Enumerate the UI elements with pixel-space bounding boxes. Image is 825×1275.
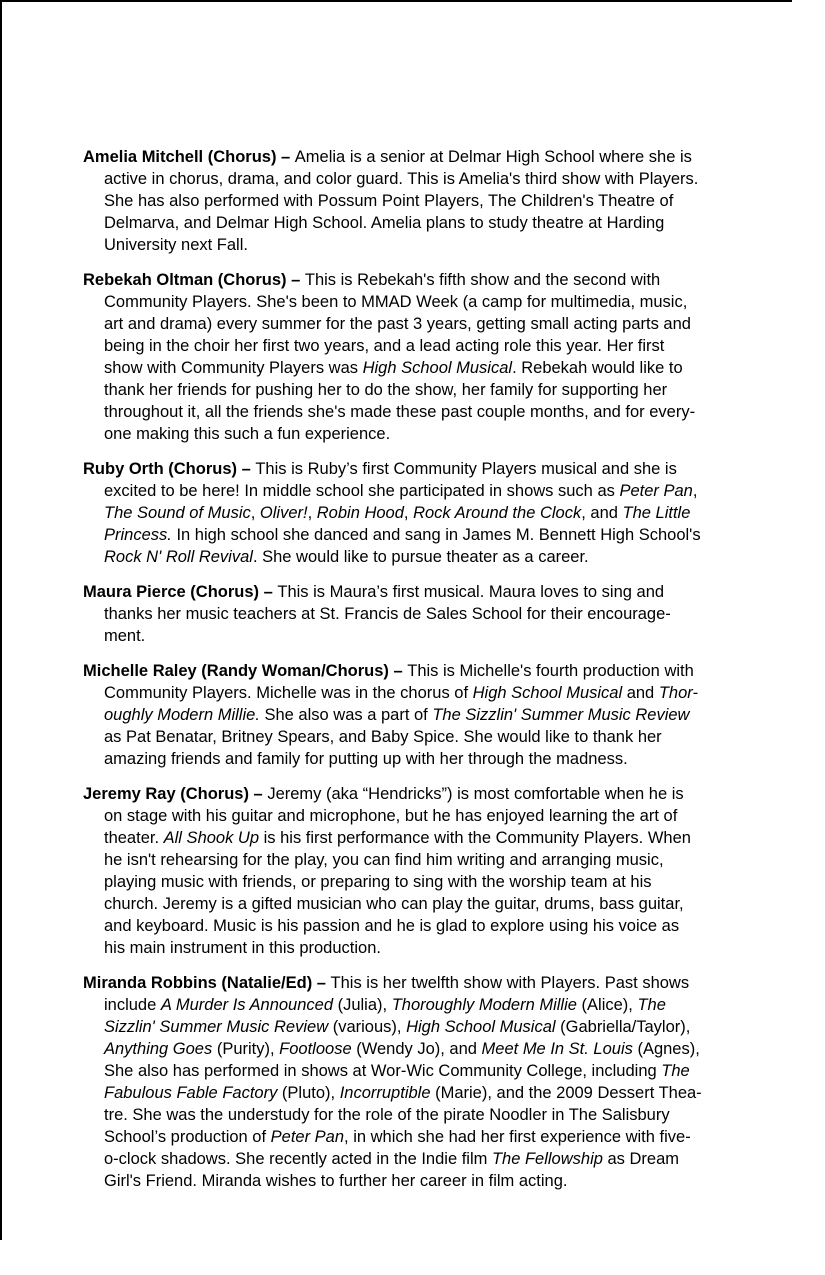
bio-list [83,146,788,1205]
show-title: Meet Me In St. Louis [481,1040,633,1058]
bio-text: , in which she had her first experience with five- [344,1128,691,1146]
bio-paragraph [83,146,788,256]
bio-text: (Alice), [576,996,638,1014]
bio-paragraph [83,972,788,1192]
show-title: All Shook Up [163,829,260,847]
bio-text: , [692,482,698,500]
bio-text: This is Rebekah's fifth show and the second with [304,271,661,289]
bio-text: This is Michelle's fourth production with [407,662,694,680]
bio-paragraph [83,458,788,568]
bio-text: church. Jeremy is a gifted musician who can play the guitar, drums, bass guitar, [104,895,684,913]
bio-text: playing music with friends, or preparing to sing with the worship team at his [104,873,652,891]
bio-name-role: Michelle Raley (Randy Woman/Chorus) – [83,662,408,680]
show-title: The [637,996,666,1014]
show-title: The [661,1062,690,1080]
bio-text: is his first performance with the Community Players. When [259,829,691,847]
bio-text: School’s production of [104,1128,271,1146]
show-title: Anything Goes [104,1040,213,1058]
bio-text: thanks her music teachers at St. Francis de Sales School for their encourage- [104,605,671,623]
show-title: Incorruptible [339,1084,431,1102]
show-title: Thoroughly Modern Millie [391,996,577,1014]
show-title: High School Musical [362,359,513,377]
bio-text: , and [581,504,623,522]
bio-text: tre. She was the understudy for the role of the pirate Noodler in The Salisbury [104,1106,670,1124]
bio-text: (Julia), [333,996,392,1014]
bio-text: University next Fall. [104,236,248,254]
bio-name-role: Amelia Mitchell (Chorus) – [83,148,295,166]
bio-text: She also was a part of [259,706,433,724]
bio-text: throughout it, all the friends she's made these past couple months, and for every- [104,403,696,421]
bio-text: he isn't rehearsing for the play, you can find him writing and arranging music, [104,851,664,869]
bio-text: Delmarva, and Delmar High School. Amelia plans to study theatre at Harding [104,214,665,232]
bio-text: excited to be here! In middle school she participated in shows such as [104,482,620,500]
bio-text: (Agnes), [632,1040,700,1058]
bio-text: show with Community Players was [104,359,363,377]
bio-text: theater. [104,829,164,847]
bio-text: This is her twelfth show with Players. Past shows [330,974,690,992]
bio-text: In high school she danced and sang in James M. Bennett High School's [171,526,701,544]
bio-text: art and drama) every summer for the past 3 years, getting small acting parts and [104,315,691,333]
bio-text: (Pluto), [277,1084,340,1102]
bio-text: (Purity), [212,1040,280,1058]
show-title: Sizzlin' Summer Music Review [104,1018,329,1036]
bio-text: , [250,504,260,522]
show-title: Rock Around the Clock [413,504,582,522]
show-title: Peter Pan [619,482,693,500]
bio-text: active in chorus, drama, and color guard. This is Amelia's third show with Players. [104,170,699,188]
bio-text: o-clock shadows. She recently acted in the Indie film [104,1150,492,1168]
bio-name-role: Ruby Orth (Chorus) – [83,460,256,478]
bio-name-role: Jeremy Ray (Chorus) – [83,785,268,803]
bio-name-role: Miranda Robbins (Natalie/Ed) – [83,974,331,992]
bio-paragraph [83,269,788,445]
show-title: High School Musical [406,1018,556,1036]
bio-name-role: Rebekah Oltman (Chorus) – [83,271,305,289]
show-title: The Little [622,504,691,522]
bio-text: and keyboard. Music is his passion and he is glad to explore using his voice as [104,917,680,935]
bio-text: (Gabriella/Taylor), [555,1018,691,1036]
bio-text: Community Players. Michelle was in the chorus of [104,684,473,702]
bio-text: She has also performed with Possum Point Players, The Children's Theatre of [104,192,674,210]
show-title: Peter Pan [270,1128,345,1146]
bio-text: This is Maura’s first musical. Maura loves to sing and [277,583,665,601]
show-title: Princess. [104,526,172,544]
bio-text: Community Players. She's been to MMAD Week (a camp for multimedia, music, [104,293,688,311]
show-title: Oliver! [259,504,308,522]
show-title: The Fellowship [491,1150,603,1168]
bio-paragraph [83,581,788,647]
bio-text: include [104,996,161,1014]
bio-text: , [403,504,414,522]
bio-name-role: Maura Pierce (Chorus) – [83,583,278,601]
bio-text: (various), [328,1018,407,1036]
bio-text: This is Ruby’s first Community Players musical and she is [255,460,677,478]
scan-border-top [0,0,792,2]
bio-text: amazing friends and family for putting up with her through the madness. [104,750,628,768]
show-title: The Sound of Music [104,504,251,522]
show-title: The Sizzlin' Summer Music Review [432,706,690,724]
show-title: Footloose [279,1040,352,1058]
show-title: Thor- [658,684,698,702]
bio-text: . Rebekah would like to [512,359,683,377]
bio-paragraph [83,660,788,770]
bio-text: on stage with his guitar and microphone, but he has enjoyed learning the art of [104,807,678,825]
bio-text: as Pat Benatar, Britney Spears, and Baby Spice. She would like to thank her [104,728,662,746]
bio-text: She also has performed in shows at Wor-Wic Community College, including [104,1062,662,1080]
bio-text: (Wendy Jo), and [351,1040,482,1058]
show-title: A Murder Is Announced [160,996,333,1014]
bio-text: Amelia is a senior at Delmar High School where she is [294,148,692,166]
bio-text: Girl's Friend. Miranda wishes to further her career in film acting. [104,1172,568,1190]
bio-text: (Marie), and the 2009 Dessert Thea- [430,1084,702,1102]
show-title: Fabulous Fable Factory [104,1084,278,1102]
bio-text: one making this such a fun experience. [104,425,391,443]
bio-text: and [622,684,659,702]
bio-text: ment. [104,627,146,645]
show-title: Robin Hood [316,504,404,522]
bio-text: , [307,504,317,522]
show-title: oughly Modern Millie. [104,706,260,724]
bio-text: . She would like to pursue theater as a career. [252,548,589,566]
bio-text: being in the choir her first two years, and a lead acting role this year. Her first [104,337,665,355]
show-title: High School Musical [472,684,623,702]
bio-text: thank her friends for pushing her to do the show, her family for supporting her [104,381,668,399]
bio-text: as Dream [602,1150,680,1168]
bio-text: his main instrument in this production. [104,939,381,957]
bio-text: Jeremy (aka “Hendricks”) is most comfortable when he is [267,785,684,803]
show-title: Rock N' Roll Revival [104,548,253,566]
scan-border-left [0,0,2,1240]
bio-paragraph [83,783,788,959]
